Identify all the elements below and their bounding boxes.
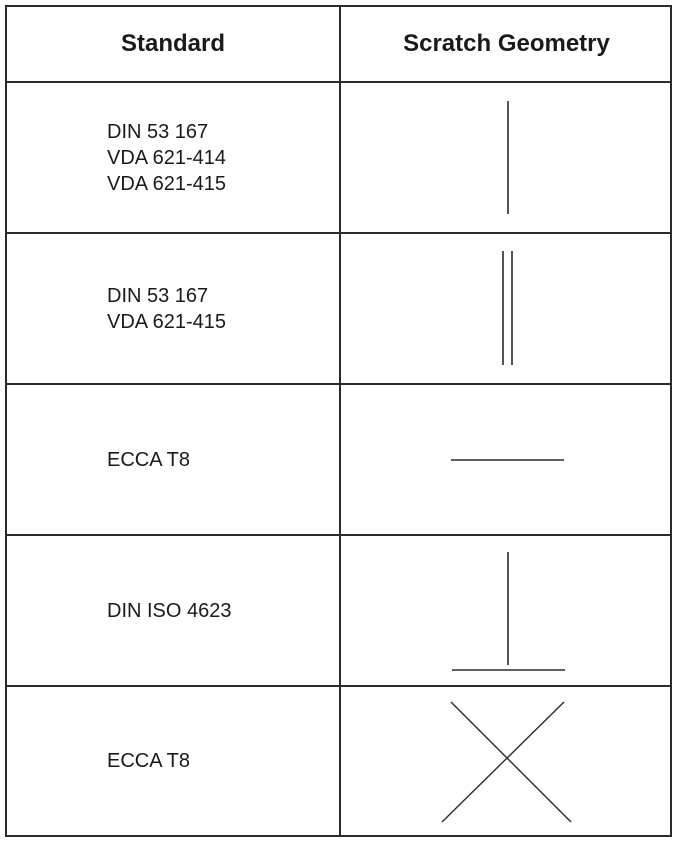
standard-label: ECCA T8 <box>107 448 190 471</box>
horizontal-line-icon <box>341 385 672 534</box>
standard-label: DIN 53 167 <box>107 284 209 307</box>
header-scratch-geometry: Scratch Geometry <box>403 30 610 57</box>
header-standard: Standard <box>120 30 225 57</box>
standard-label: DIN 53 167 <box>107 120 209 143</box>
table-row-4-standards <box>107 536 337 685</box>
table-row-3-standards <box>107 385 337 534</box>
standard-label: VDA 621-414 <box>107 146 226 169</box>
standard-label: ECCA T8 <box>107 750 190 772</box>
standard-label: DIN ISO 4623 <box>107 599 232 622</box>
standard-label: VDA 621-415 <box>107 172 226 195</box>
double-vertical-line-icon <box>341 234 672 383</box>
x-cross-icon <box>341 687 672 835</box>
table-row-2-standards <box>107 234 337 383</box>
inverted-t-icon <box>341 536 672 685</box>
table-row-1-standards <box>107 83 337 232</box>
scratch-geometry-table <box>5 5 672 837</box>
single-vertical-line-icon <box>341 83 672 232</box>
standard-label: VDA 621-415 <box>107 310 226 333</box>
table-row-5-standards <box>107 687 337 835</box>
